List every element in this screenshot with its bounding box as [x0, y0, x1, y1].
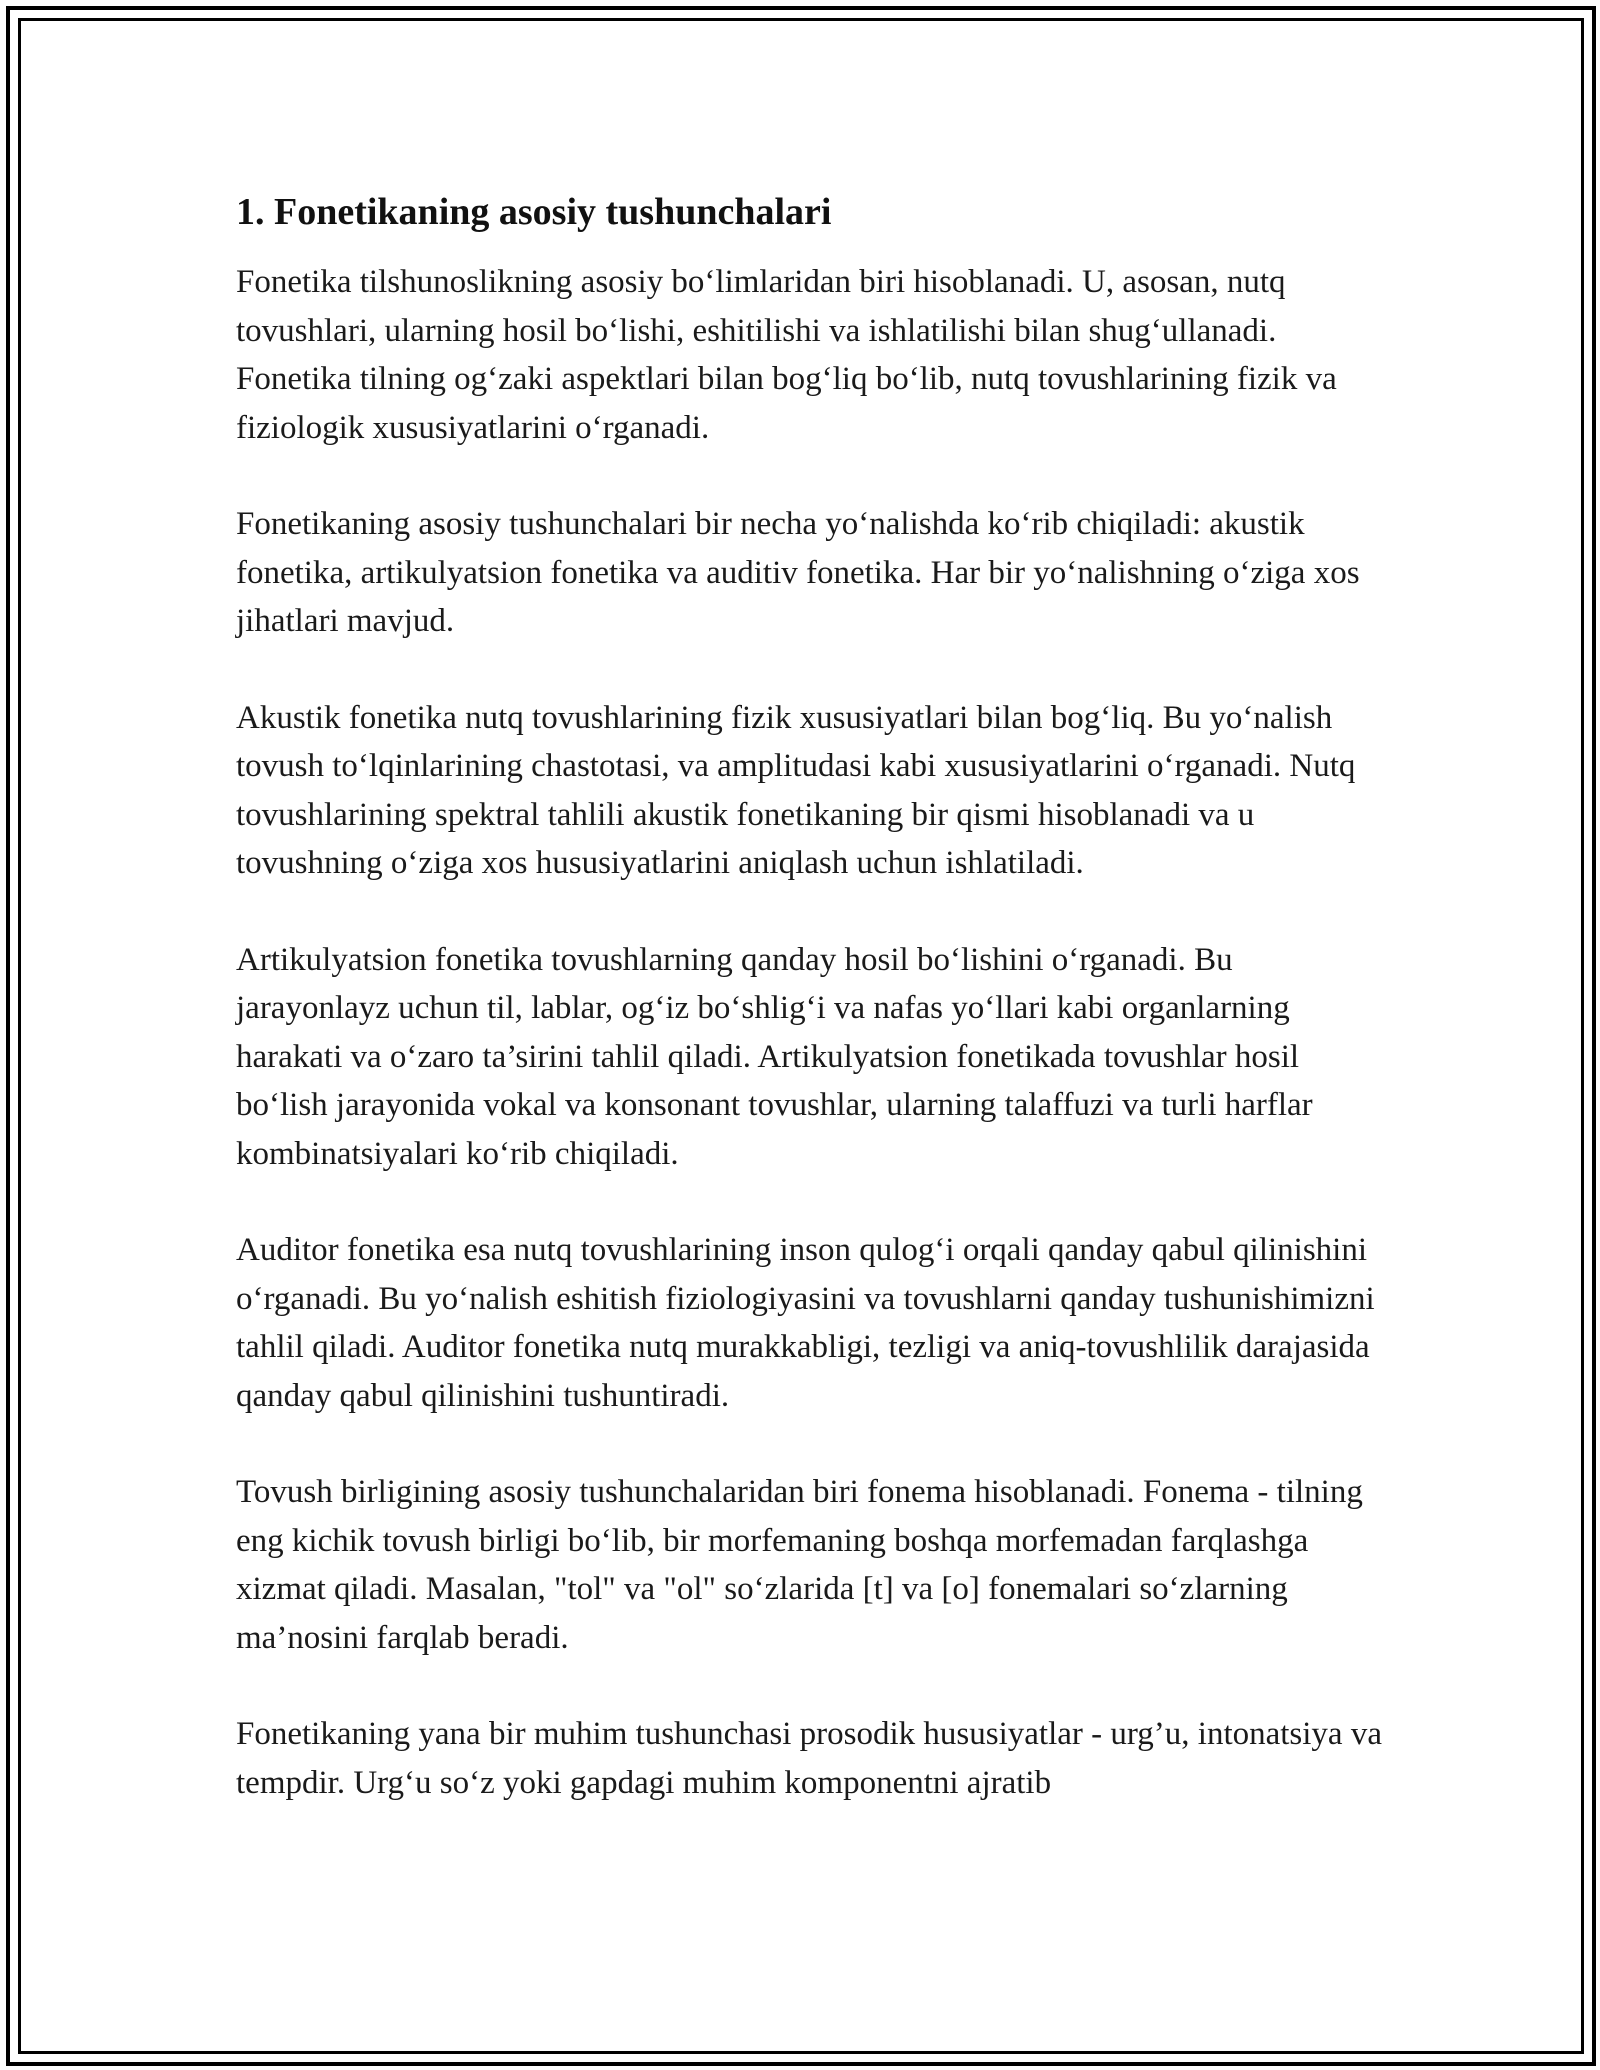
section-heading: 1. Fonetikaning asosiy tushunchalari [236, 191, 832, 233]
paragraph-acoustic: Akustik fonetika nutq tovushlarining fizik xususiyatlari bilan bog‘liq. Bu yo‘nalish tovush to‘lqinlarining chastotasi, va amplitudasi kabi xususiyatlarini o‘rganadi. Nutq tovushlarining spektral tahlili akustik fonetikaning bir qismi hisoblanadi va u tovushning o‘ziga xos hususiyatlarini aniqlash uchun ishlatiladi. [236, 699, 1356, 881]
paragraph-phoneme: Tovush birligining asosiy tushunchalaridan biri fonema hisoblanadi. Fonema - tilning eng kichik tovush birligi bo‘lib, bir morfemaning boshqa morfemadan farqlashga xizmat qiladi. Masalan, "tol" va "ol" so‘zlarida [t] va [o] fonemalari so‘zlarning ma’nosini farqlab beradi. [236, 1474, 1363, 1656]
paragraph-intro: Fonetika tilshunoslikning asosiy bo‘limlaridan biri hisoblanadi. U, asosan, nutq tovushlari, ularning hosil bo‘lishi, eshitilishi va ishlatilishi bilan shug‘ullanadi. Fonetika tilning og‘zaki aspektlari bilan bog‘liq bo‘lib, nutq tovushlarining fizik va fiziologik xususiyatlarini o‘rganadi. [236, 264, 1337, 446]
paragraph-directions: Fonetikaning asosiy tushunchalari bir necha yo‘nalishda ko‘rib chiqiladi: akustik fonetika, artikulyatsion fonetika va auditiv fonetika. Har bir yo‘nalishning o‘ziga xos jihatlari mavjud. [236, 506, 1360, 639]
paragraph-articulatory: Artikulyatsion fonetika tovushlarning qanday hosil bo‘lishini o‘rganadi. Bu jarayonlayz uchun til, lablar, og‘iz bo‘shlig‘i va nafas yo‘llari kabi organlarning harakati va o‘zaro ta’sirini tahlil qiladi. Artikulyatsion fonetikada tovushlar hosil bo‘lish jarayonida vokal va konsonant tovushlar, ularning talaffuzi va turli harflar kombinatsiyalari ko‘rib chiqiladi. [236, 941, 1313, 1172]
paragraph-auditory: Auditor fonetika esa nutq tovushlarining inson qulog‘i orqali qanday qabul qilinishini o‘rganadi. Bu yo‘nalish eshitish fiziologiyasini va tovushlarni qanday tushunishimizni tahlil qiladi. Auditor fonetika nutq murakkabligi, tezligi va aniq-tovushlilik darajasida qanday qabul qilinishini tushuntiradi. [236, 1232, 1375, 1414]
document-body [236, 186, 1386, 1855]
paragraph-prosody: Fonetikaning yana bir muhim tushunchasi prosodik hususiyatlar - urg’u, intonatsiya va tempdir. Urg‘u so‘z yoki gapdagi muhim komponentni ajratib [236, 1716, 1382, 1801]
